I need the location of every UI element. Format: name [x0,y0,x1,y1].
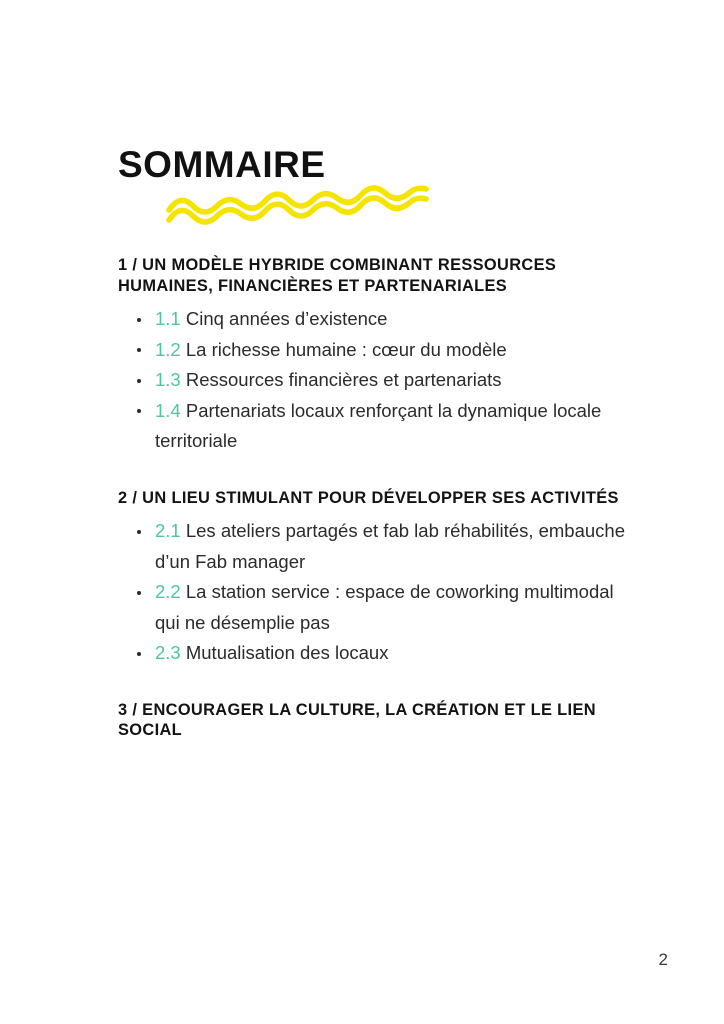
wavy-underline-decoration [165,176,430,226]
toc-section-heading: 2 / UN LIEU STIMULANT POUR DÉVELOPPER SES ACTIVITÉS [118,488,619,507]
item-number: 2.1 [155,520,181,541]
list-item[interactable] [136,396,638,457]
spacer [118,457,638,488]
item-number: 1.4 [155,399,181,421]
item-number: 1.2 [155,338,181,360]
item-number: 1.1 [155,308,181,329]
item-label: Cinq années d’existence [185,308,388,329]
list-item[interactable] [136,335,638,366]
toc-section-3 [118,700,638,741]
toc-section-heading: 3 / ENCOURAGER LA CULTURE, LA CRÉATION ET LE LIEN SOCIAL [118,700,596,739]
page-number: 2 [658,950,668,969]
list-item[interactable] [136,304,638,335]
item-label: La station service : espace de coworking multimodal qui ne désemplie pas [155,581,614,633]
spacer [118,508,638,516]
item-label: Les ateliers partagés et fab lab réhabilités, embauche d’un Fab manager [155,520,625,572]
spacer [118,669,638,700]
item-number: 2.2 [155,581,181,602]
spacer [118,296,638,304]
list-item[interactable] [136,577,638,638]
list-item[interactable] [136,365,638,396]
toc-section-2 [118,488,638,669]
toc-section-1 [118,255,638,457]
item-number: 1.3 [155,369,181,390]
table-of-contents [118,255,638,741]
item-label: Mutualisation des locaux [185,642,389,663]
page-title: SOMMAIRE [118,143,326,185]
item-label: Ressources financières et partenariats [185,369,502,390]
item-label: Partenariats locaux renforçant la dynamique locale territoriale [155,399,602,451]
toc-section-1-list [118,304,638,457]
toc-section-heading: 1 / UN MODÈLE HYBRIDE COMBINANT RESSOURCES HUMAINES, FINANCIÈRES ET PARTENARIALES [118,256,557,295]
toc-section-2-list [118,516,638,669]
item-number: 2.3 [155,642,181,663]
item-label: La richesse humaine : cœur du modèle [185,338,507,360]
list-item[interactable] [136,638,638,669]
list-item[interactable] [136,516,638,577]
